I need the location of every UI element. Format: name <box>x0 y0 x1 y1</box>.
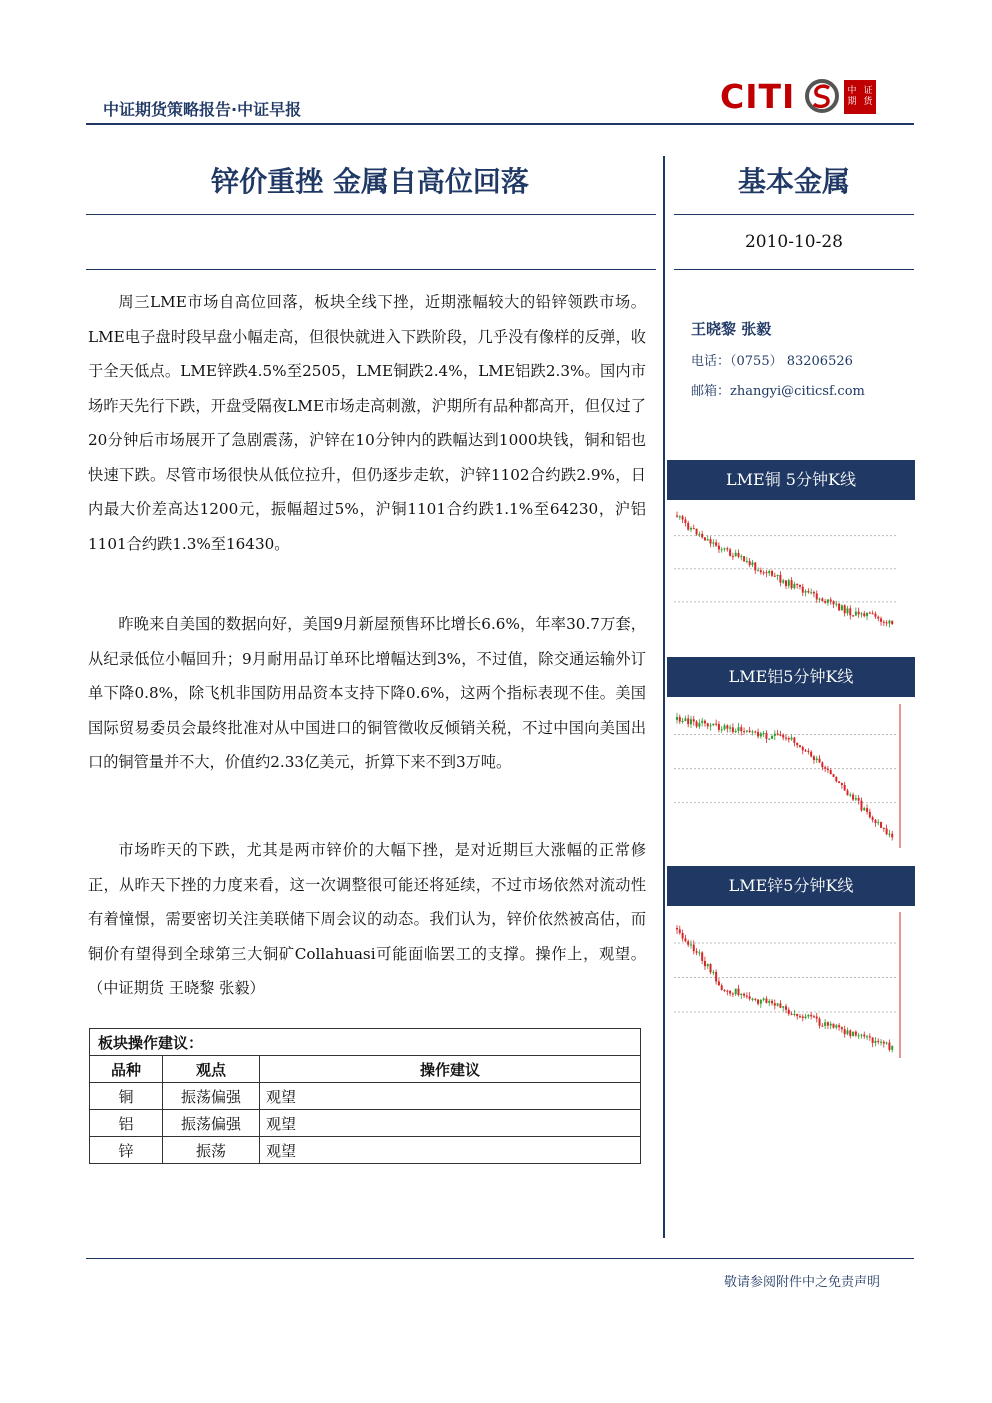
candlestick <box>679 515 681 520</box>
contact-email: 邮箱：zhangyi@citicsf.com <box>691 384 865 399</box>
candlestick <box>693 525 695 530</box>
candlestick <box>855 795 857 801</box>
candlestick <box>751 560 753 567</box>
candlestick <box>785 580 787 589</box>
candlestick <box>763 731 765 737</box>
candlestick <box>869 809 871 819</box>
authors: 王晓黎 张毅 <box>691 320 772 338</box>
candlestick <box>690 716 692 728</box>
candlestick <box>886 620 888 626</box>
candlestick <box>880 616 882 625</box>
candlestick <box>827 599 829 606</box>
operation-advice-table <box>89 1028 641 1164</box>
candlestick <box>718 721 720 732</box>
candlestick <box>791 734 793 740</box>
candlestick <box>704 537 706 541</box>
candlestick <box>813 590 815 597</box>
candlestick <box>827 1021 829 1029</box>
candlestick <box>883 620 885 626</box>
candlestick <box>877 819 879 825</box>
candlestick <box>860 1034 862 1039</box>
candlestick <box>768 569 770 576</box>
candlestick <box>880 821 882 827</box>
sidebar-divider <box>674 269 914 270</box>
candlestick <box>841 604 843 610</box>
candlestick <box>844 782 846 791</box>
candlestick <box>757 729 759 739</box>
candlestick <box>863 807 865 811</box>
candlestick <box>799 745 801 748</box>
candlestick <box>796 1014 798 1020</box>
candlestick <box>841 783 843 789</box>
candlestick <box>838 781 840 783</box>
candlestick <box>835 776 837 782</box>
candlestick <box>849 792 851 796</box>
candlestick <box>724 547 726 551</box>
candlestick <box>729 725 731 732</box>
candlestick <box>813 755 815 764</box>
candlestick <box>807 588 809 593</box>
chart-title-aluminium: LME铝5分钟K线 <box>667 657 915 697</box>
candlestick <box>869 611 871 613</box>
candlestick <box>679 926 681 935</box>
candlestick <box>707 535 709 540</box>
candlestick <box>841 1026 843 1032</box>
chart-title-copper: LME铜 5分钟K线 <box>667 460 915 500</box>
candlestick <box>676 713 678 724</box>
candlestick <box>805 1014 807 1020</box>
candlestick <box>793 1010 795 1017</box>
candlestick <box>710 723 712 731</box>
candlestick <box>872 816 874 823</box>
candlestick <box>838 603 840 611</box>
candlestick <box>732 723 734 733</box>
candlestick <box>846 1027 848 1035</box>
table-row <box>90 1083 641 1110</box>
candlestick <box>757 999 759 1005</box>
cell-advice: 观望 <box>260 1137 641 1164</box>
candlestick <box>679 714 681 723</box>
candlestick <box>743 992 745 997</box>
header-variety: 品种 <box>90 1056 163 1083</box>
candlestick <box>774 730 776 740</box>
candlestick <box>863 1032 865 1039</box>
candlestick <box>768 738 770 739</box>
candlestick <box>866 612 868 620</box>
candlestick <box>855 1030 857 1037</box>
paragraph-market: 周三LME市场自高位回落，板块全线下挫，近期涨幅较大的铅锌领跌市场。LME电子盘时段早盘小幅走高，但很快就进入下跌阶段，几乎没有像样的反弹，收于全天低点。LME锌跌4.5%至2505，LME铜跌2.4%，LME铝跌2.3%。国内市场昨天先行下跌，开盘受隔夜LME市场走高刺激，沪期所有品种都高开，但仅过了20分钟后市场展开了急剧震荡，沪锌在10分钟内的跌幅达到1000块钱，铜和铝也快速下跌。尽管市场很快从低位拉升，但仍逐步走软，沪锌1102合约跌2.9%，日内最大价差高达1200元，振幅超过5%，沪铜1101合约跌1.1%至64230，沪铝1101合约跌1.3%至16430。 <box>88 293 646 553</box>
candlestick <box>844 604 846 616</box>
candlestick <box>704 719 706 726</box>
candlestick <box>779 1000 781 1008</box>
candlestick <box>715 539 717 547</box>
citics-logo <box>720 76 880 118</box>
report-date: 2010-10-28 <box>744 232 843 252</box>
candlestick <box>788 1007 790 1016</box>
candlestick <box>782 579 784 584</box>
candlestick <box>696 948 698 955</box>
candlestick <box>712 970 714 975</box>
candlestick <box>682 930 684 942</box>
candlestick <box>743 727 745 734</box>
cell-view: 振荡偏强 <box>163 1083 260 1110</box>
candlestick <box>860 612 862 617</box>
category-title: 基本金属 <box>737 165 850 198</box>
candlestick <box>710 536 712 547</box>
candlestick <box>774 1000 776 1010</box>
sidebar-divider <box>674 214 914 215</box>
candlestick <box>833 774 835 777</box>
report-series-title: 中证期货策略报告·中证早报 <box>103 100 302 119</box>
candlestick <box>682 515 684 523</box>
candlestick <box>888 830 890 838</box>
candlestick <box>676 925 678 934</box>
candlestick <box>802 746 804 755</box>
candlestick <box>782 1006 784 1011</box>
candlestick <box>819 755 821 763</box>
candlestick <box>852 793 854 801</box>
candlestick <box>886 1041 888 1044</box>
candlestick <box>771 735 773 740</box>
candlestick <box>802 1014 804 1021</box>
candlestick <box>821 1023 823 1027</box>
copper-kline-chart <box>672 504 904 648</box>
cell-view: 振荡 <box>163 1137 260 1164</box>
candlestick <box>855 607 857 616</box>
candlestick <box>746 557 748 564</box>
candlestick <box>757 567 759 571</box>
candlestick <box>791 577 793 590</box>
candlestick <box>858 1033 860 1039</box>
candlestick <box>698 532 700 537</box>
candlestick <box>891 1045 893 1052</box>
candlestick <box>852 615 854 617</box>
zinc-kline-chart <box>672 910 904 1060</box>
candlestick <box>816 590 818 602</box>
candlestick <box>765 730 767 743</box>
candlestick <box>830 1021 832 1029</box>
paragraph-outlook: 市场昨天的下跌，尤其是两市锌价的大幅下挫，是对近期巨大涨幅的正常修正，从昨天下挫的力度来看，这一次调整很可能还将延续，不过市场依然对流动性有着憧憬，需要密切关注美联储下周会议的动态。我们认为，锌价依然被高估，而铜价有望得到全球第三大铜矿Collahuasi可能面临罢工的支撑。操作上，观望。（中证期货 王晓黎 张毅） <box>88 841 646 997</box>
candlestick <box>771 999 773 1005</box>
candlestick <box>743 556 745 562</box>
candlestick <box>777 574 779 580</box>
candlestick <box>749 992 751 1001</box>
candlestick <box>737 723 739 734</box>
candlestick <box>863 611 865 618</box>
candlestick <box>793 737 795 746</box>
candlestick <box>816 756 818 763</box>
cell-variety: 铜 <box>90 1083 163 1110</box>
candlestick <box>726 990 728 996</box>
candlestick <box>824 1019 826 1029</box>
candlestick <box>684 517 686 527</box>
candlestick <box>810 588 812 594</box>
candlestick <box>760 999 762 1008</box>
candlestick <box>740 724 742 735</box>
candlestick <box>687 521 689 531</box>
candlestick <box>844 1026 846 1038</box>
candlestick <box>718 542 720 553</box>
candlestick <box>866 804 868 814</box>
contact-phone: 电话：（0755） 83206526 <box>691 354 853 369</box>
paragraph-us-data: 昨晚来自美国的数据向好，美国9月新屋预售环比增长6.6%，年率30.7万套，从纪录低位小幅回升；9月耐用品订单环比增幅达到3%，不过值，除交通运输外订单下降0.8%，除飞机非国防用品资本支持下降0.6%，这两个指标表现不佳。美国国际贸易委员会最终批准对从中国进口的铜管徵收反倾销关税，不过中国向美国出口的铜管量并不大，价值约2.33亿美元，折算下来不到3万吨。 <box>88 615 646 771</box>
candlestick <box>737 985 739 997</box>
logo-wordmark: CITI <box>720 77 796 116</box>
candlestick <box>754 998 756 1001</box>
candlestick <box>746 730 748 733</box>
candlestick <box>877 1038 879 1044</box>
cell-advice: 观望 <box>260 1110 641 1137</box>
candlestick <box>799 1014 801 1018</box>
candlestick <box>715 970 717 985</box>
candlestick <box>760 568 762 575</box>
candlestick <box>819 1017 821 1029</box>
cell-variety: 铝 <box>90 1110 163 1137</box>
column-divider <box>663 156 665 1238</box>
candlestick <box>746 992 748 998</box>
candlestick <box>777 730 779 735</box>
candlestick <box>690 940 692 948</box>
title-divider <box>86 214 656 215</box>
candlestick <box>687 715 689 728</box>
candlestick <box>874 819 876 827</box>
candlestick <box>788 736 790 742</box>
candlestick <box>807 1014 809 1019</box>
candlestick <box>754 562 756 574</box>
candlestick <box>805 749 807 752</box>
candlestick <box>715 720 717 727</box>
candlestick <box>807 748 809 754</box>
candlestick <box>891 831 893 841</box>
candlestick <box>888 620 890 628</box>
candlestick <box>852 1032 854 1037</box>
candlestick <box>763 997 765 1001</box>
candlestick <box>838 1023 840 1031</box>
candlestick <box>788 579 790 589</box>
candlestick <box>701 951 703 964</box>
candlestick <box>729 990 731 996</box>
candlestick <box>796 583 798 588</box>
candlestick <box>754 731 756 734</box>
table-caption: 板块操作建议： <box>90 1029 641 1056</box>
candlestick <box>824 599 826 604</box>
candlestick <box>768 999 770 1006</box>
candlestick <box>816 1013 818 1023</box>
disclaimer-note: 敬请参阅附件中之免责声明 <box>724 1275 881 1290</box>
candlestick <box>749 558 751 567</box>
footer-divider <box>86 1258 914 1259</box>
header-advice: 操作建议 <box>260 1056 641 1083</box>
candlestick <box>835 1024 837 1029</box>
report-title: 锌价重挫 金属自高位回落 <box>211 165 529 198</box>
candlestick <box>684 716 686 722</box>
candlestick <box>785 734 787 740</box>
candlestick <box>684 935 686 943</box>
candlestick <box>833 600 835 608</box>
candlestick <box>869 1033 871 1041</box>
candlestick <box>726 724 728 732</box>
candlestick <box>729 548 731 557</box>
table-row <box>90 1137 641 1164</box>
candlestick <box>696 529 698 536</box>
candlestick <box>698 949 700 956</box>
candlestick <box>740 993 742 999</box>
candlestick <box>701 718 703 727</box>
candlestick <box>735 550 737 557</box>
candlestick <box>749 727 751 733</box>
candlestick <box>690 526 692 532</box>
candlestick <box>724 724 726 731</box>
candlestick <box>771 570 773 577</box>
candlestick <box>724 989 726 992</box>
header-view: 观点 <box>163 1056 260 1083</box>
candlestick <box>830 768 832 774</box>
candlestick <box>676 512 678 518</box>
candlestick <box>793 582 795 590</box>
candlestick <box>888 1040 890 1052</box>
candlestick <box>799 585 801 590</box>
candlestick <box>858 608 860 618</box>
candlestick <box>849 1029 851 1038</box>
candlestick <box>874 1037 876 1046</box>
candlestick <box>849 605 851 619</box>
candlestick <box>712 724 714 726</box>
candlestick <box>712 539 714 547</box>
cell-advice: 观望 <box>260 1083 641 1110</box>
candlestick <box>813 1015 815 1018</box>
candlestick <box>710 963 712 974</box>
candlestick <box>827 766 829 773</box>
candlestick <box>877 615 879 621</box>
candlestick <box>883 1040 885 1047</box>
candlestick <box>735 989 737 996</box>
candlestick <box>805 589 807 596</box>
candlestick <box>779 571 781 586</box>
candlestick <box>810 1012 812 1019</box>
candlestick <box>732 992 734 997</box>
candlestick <box>846 606 848 616</box>
logo-ring-icon <box>804 78 840 114</box>
aluminium-kline-chart <box>672 702 904 850</box>
candlestick <box>760 732 762 739</box>
chart-title-zinc: LME锌5分钟K线 <box>667 866 915 906</box>
candlestick <box>718 978 720 985</box>
candlestick <box>833 1023 835 1028</box>
candlestick <box>874 611 876 618</box>
logo-seal: 中 证 期 货 <box>844 80 876 114</box>
candlestick <box>774 573 776 578</box>
candlestick <box>891 621 893 625</box>
candlestick <box>880 1039 882 1046</box>
candlestick <box>883 828 885 832</box>
body-divider <box>86 269 656 270</box>
candlestick <box>830 597 832 604</box>
candlestick <box>802 584 804 596</box>
candlestick <box>682 718 684 724</box>
cell-variety: 锌 <box>90 1137 163 1164</box>
candlestick <box>866 1035 868 1040</box>
candlestick <box>704 957 706 970</box>
candlestick <box>721 726 723 733</box>
header-divider <box>86 123 914 125</box>
candlestick <box>765 996 767 1003</box>
candlestick <box>810 750 812 758</box>
candlestick <box>732 553 734 560</box>
candlestick <box>751 998 753 1002</box>
candlestick <box>707 723 709 729</box>
candlestick <box>872 611 874 615</box>
candlestick <box>779 731 781 736</box>
candlestick <box>726 547 728 552</box>
candlestick <box>687 940 689 948</box>
candlestick <box>886 825 888 836</box>
candlestick <box>765 570 767 577</box>
cell-view: 振荡偏强 <box>163 1110 260 1137</box>
candlestick <box>693 716 695 726</box>
candlestick <box>698 719 700 729</box>
candlestick <box>872 1037 874 1047</box>
candlestick <box>740 554 742 560</box>
table-row <box>90 1110 641 1137</box>
candlestick <box>777 1003 779 1007</box>
candlestick <box>696 720 698 728</box>
candlestick <box>763 570 765 575</box>
candlestick <box>824 766 826 772</box>
candlestick <box>721 547 723 552</box>
table-header-row <box>90 1056 641 1083</box>
candlestick <box>821 597 823 601</box>
candlestick <box>721 983 723 990</box>
candlestick <box>701 531 703 539</box>
candlestick <box>707 963 709 968</box>
candlestick <box>735 729 737 733</box>
candlestick <box>846 789 848 796</box>
candlestick <box>860 797 862 811</box>
candlestick <box>796 742 798 748</box>
candlestick <box>737 549 739 558</box>
